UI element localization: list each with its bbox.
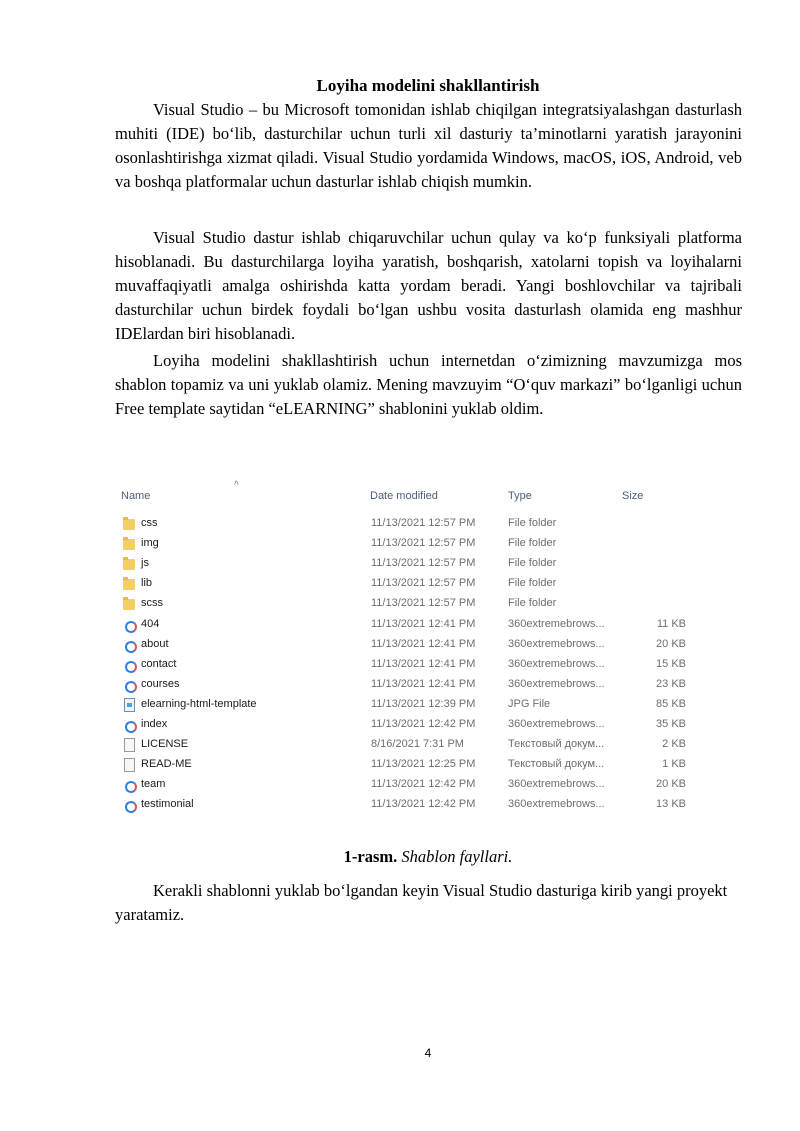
file-size: 1 KB [662,758,686,771]
file-type: File folder [508,517,557,529]
paragraph-2: Visual Studio dastur ishlab chiqaruvchilar uchun qulay va ko‘p funksiyali platforma hisoblanadi. Bu dasturchilarga loyiha yaratish, boshqarish, xatolarni topish va loyihalarni muvaffaqiyatli amalga oshirishda katta yordam beradi. Yangi boshlovchilar va tajribali dasturchilar uchun birdek foydali bo‘lgan ushbu vosita dasturlash olamida eng mashhur IDElardan biri hisoblanadi. [115,228,742,343]
file-date: 11/13/2021 12:42 PM [371,718,476,730]
file-name: elearning-html-template [141,697,257,710]
figure-caption-text: Shablon fayllari. [401,847,513,866]
file-type: 360extremebrows... [508,637,605,650]
file-row[interactable] [118,514,708,534]
file-type: File folder [508,577,557,590]
file-row[interactable] [118,615,708,635]
file-explorer-screenshot [118,480,708,820]
file-type: Текстовый докум... [508,738,605,751]
file-date: 11/13/2021 12:42 PM [371,778,476,791]
file-row[interactable] [118,735,708,755]
file-size: 13 KB [656,798,686,811]
file-date: 11/13/2021 12:57 PM [371,577,476,590]
file-type: Текстовый докум... [508,758,605,771]
browser-icon [125,781,137,793]
file-name: 404 [141,617,160,630]
file-row[interactable] [118,635,708,655]
file-name: js [141,557,149,570]
file-type: File folder [508,597,557,610]
section-title: Loyiha modelini shakllantirish [316,76,540,95]
browser-icon [125,801,137,813]
file-date: 11/13/2021 12:25 PM [371,758,476,771]
column-header-date[interactable]: Date modified [370,490,438,502]
file-type: 360extremebrows... [508,677,605,690]
file-name: testimonial [141,798,194,811]
paragraph-1: Visual Studio – bu Microsoft tomonidan ishlab chiqilgan integratsiyalashgan dasturlash muhiti (IDE) bo‘lib, dasturchilar uchun turli xil dasturiy ta’minotlarni yaratish jarayonini osonlashtirishga xizmat qiladi. Visual Studio yordamida Windows, macOS, iOS, Android, veb va boshqa platformalar uchun dasturlar ishlab chiqish mumkin. [115,100,742,191]
figure-caption [0,846,800,868]
browser-icon [125,661,137,673]
file-row[interactable] [118,775,708,795]
file-size: 20 KB [656,778,686,791]
file-row[interactable] [118,655,708,675]
file-name: READ-ME [141,758,192,771]
file-date: 11/13/2021 12:41 PM [371,677,476,690]
file-type: File folder [508,557,557,570]
file-type: 360extremebrows... [508,657,605,670]
file-date: 8/16/2021 7:31 PM [371,738,464,751]
folder-icon [123,599,135,610]
file-row[interactable] [118,534,708,554]
file-type: 360extremebrows... [508,617,605,630]
file-type: 360extremebrows... [508,798,605,811]
file-name: index [141,718,168,730]
file-date: 11/13/2021 12:41 PM [371,637,476,650]
column-header-type[interactable]: Type [508,490,532,502]
file-row[interactable] [118,795,708,815]
file-name: contact [141,657,177,670]
file-size: 85 KB [656,697,686,710]
browser-icon [125,681,137,693]
document-icon [124,738,135,752]
file-type: 360extremebrows... [508,718,605,730]
file-date: 11/13/2021 12:57 PM [371,537,476,550]
image-icon [124,698,135,712]
file-row[interactable] [118,755,708,775]
file-type: File folder [508,537,557,550]
file-row[interactable] [118,715,708,735]
browser-icon [125,621,137,633]
column-header-size[interactable]: Size [622,490,644,502]
folder-icon [123,559,135,570]
file-size: 2 KB [662,738,686,751]
file-date: 11/13/2021 12:57 PM [371,597,476,610]
page-number: 4 [424,1046,432,1060]
file-name: courses [141,677,180,690]
file-name: LICENSE [141,738,189,751]
file-name: css [141,517,158,529]
file-row[interactable] [118,574,708,594]
folder-icon [123,579,135,590]
file-name: team [141,778,166,791]
paragraph-3: Loyiha modelini shakllashtirish uchun internetdan o‘zimizning mavzumizga mos shablon topamiz va uni yuklab olamiz. Mening mavzuyim “O‘quv markazi” bo‘lganligi uchun Free template saytidan “eLEARNING” shablonini yuklab oldim. [115,351,742,418]
browser-icon [125,721,137,733]
file-name: scss [141,597,163,610]
file-size: 23 KB [656,677,686,690]
file-size: 35 KB [656,718,686,730]
file-name: about [141,637,169,650]
file-size: 15 KB [656,657,686,670]
file-date: 11/13/2021 12:39 PM [371,697,476,710]
sort-arrow-icon: ^ [234,480,239,491]
folder-icon [123,539,135,550]
file-name: lib [141,577,153,590]
file-name: img [141,537,159,550]
figure-caption-label: 1-rasm. [343,847,398,866]
file-type: 360extremebrows... [508,778,605,791]
file-size: 20 KB [656,637,686,650]
browser-icon [125,641,137,653]
file-row[interactable] [118,554,708,574]
folder-icon [123,519,135,530]
file-row[interactable] [118,695,708,715]
document-icon [124,758,135,772]
file-size: 11 KB [656,617,686,630]
paragraph-4: Kerakli shablonni yuklab bo‘lgandan keyin Visual Studio dasturiga kirib yangi proyekt yaratamiz. [115,881,728,924]
column-header-name[interactable]: Name [121,490,151,502]
file-type: JPG File [508,697,551,710]
file-row[interactable] [118,594,708,614]
file-date: 11/13/2021 12:57 PM [371,557,476,570]
file-date: 11/13/2021 12:41 PM [371,617,476,630]
file-date: 11/13/2021 12:57 PM [371,517,476,529]
file-row[interactable] [118,675,708,695]
file-date: 11/13/2021 12:42 PM [371,798,476,811]
file-date: 11/13/2021 12:41 PM [371,657,476,670]
